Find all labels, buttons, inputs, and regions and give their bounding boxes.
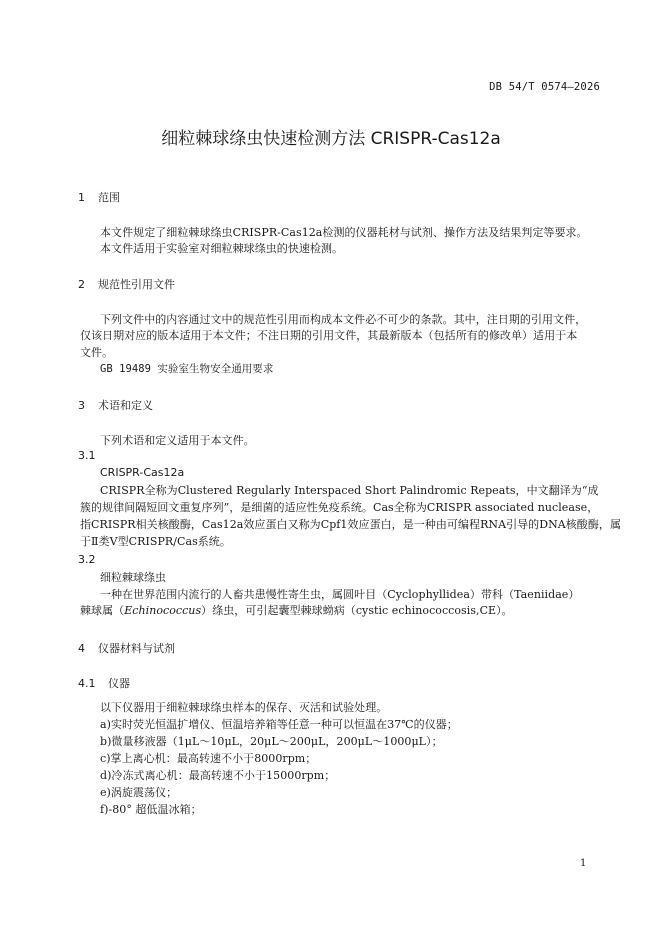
section-number: 4: [78, 642, 85, 655]
subsection-title: 仪器: [108, 677, 130, 690]
instrument-item-d: d)冷冻式离心机：最高转速不小于15000rpm；: [100, 769, 336, 782]
term-3-1-def-line-2: 簇的规律间隔短回文重复序列”，是细菌的适应性免疫系统。Cas全称为CRISPR associated nuclease，: [80, 501, 599, 514]
section-number: 1: [78, 191, 85, 204]
section-4-heading: [78, 640, 175, 656]
instrument-item-e: e)涡旋震荡仪；: [100, 786, 178, 799]
term-3-1-def-line-4: 于Ⅱ类V型CRISPR/Cas系统。: [80, 535, 231, 548]
section-title: 范围: [98, 191, 120, 204]
term-3-1-number: 3.1: [78, 449, 96, 462]
section-title: 术语和定义: [98, 399, 153, 412]
s2-paragraph-line-3: 文件。: [80, 346, 114, 359]
def-text: 棘球属（: [80, 604, 125, 617]
genus-name: Echinococcus: [124, 604, 202, 617]
instrument-item-f: f)-80° 超低温冰箱；: [100, 803, 202, 816]
instrument-item-a: a)实时荧光恒温扩增仪、恒温培养箱等任意一种可以恒温在37℃的仪器；: [100, 718, 458, 731]
subsection-number: 4.1: [78, 677, 96, 690]
s1-paragraph-1: 本文件规定了细粒棘球绦虫CRISPR-Cas12a检测的仪器耗材与试剂、操作方法及结果判定等要求。: [100, 226, 588, 239]
section-title: 仪器材料与试剂: [98, 642, 175, 655]
instrument-item-b: b)微量移液器（1μL～10μL，20μL～200μL，200μL～1000μL）；: [100, 735, 443, 748]
s4-1-intro: 以下仪器用于细粒棘球绦虫样本的保存、灭活和试验处理。: [100, 701, 388, 714]
section-number: 2: [78, 278, 85, 291]
document-title: 细粒棘球绦虫快速检测方法 CRISPR-Cas12a: [161, 129, 501, 149]
term-3-2-name: 细粒棘球绦虫: [100, 571, 166, 584]
term-3-2-def-line-2: [80, 602, 513, 618]
normative-reference: GB 19489 实验室生物安全通用要求: [100, 363, 274, 375]
term-3-2-number: 3.2: [78, 553, 96, 566]
instrument-item-c: c)掌上离心机：最高转速不小于8000rpm；: [100, 752, 317, 765]
subsection-4-1-heading: [78, 675, 130, 691]
term-3-1-def-line-1: CRISPR全称为Clustered Regularly Interspaced Short Palindromic Repeats，中文翻译为“成: [100, 484, 599, 497]
s2-paragraph-line-2: 仅该日期对应的版本适用于本文件；不注日期的引用文件，其最新版本（包括所有的修改单）适用于本: [80, 329, 578, 342]
standard-number: DB 54/T 0574—2026: [489, 81, 600, 93]
page-number: 1: [580, 858, 587, 869]
section-1-heading: [78, 189, 120, 205]
s3-intro: 下列术语和定义适用于本文件。: [100, 434, 255, 447]
section-2-heading: [78, 276, 175, 292]
section-3-heading: [78, 397, 153, 413]
def-text: ）绦虫，可引起囊型棘球蚴病（cystic echinococcosis,CE）。: [201, 604, 513, 617]
s1-paragraph-2: 本文件适用于实验室对细粒棘球绦虫的快速检测。: [100, 242, 344, 255]
section-number: 3: [78, 399, 85, 412]
s2-paragraph-line-1: 下列文件中的内容通过文中的规范性引用而构成本文件必不可少的条款。其中，注日期的引用文件，: [100, 313, 587, 326]
section-title: 规范性引用文件: [98, 278, 175, 291]
term-3-1-def-line-3: 指CRISPR相关核酸酶，Cas12a效应蛋白又称为Cpf1效应蛋白，是一种由可编程RNA引导的DNA核酸酶，属: [80, 518, 622, 531]
term-3-1-name: CRISPR-Cas12a: [100, 466, 185, 479]
term-3-2-def-line-1: 一种在世界范围内流行的人畜共患慢性寄生虫，属圆叶目（Cyclophyllidea）带科（Taeniidae）: [100, 588, 580, 601]
